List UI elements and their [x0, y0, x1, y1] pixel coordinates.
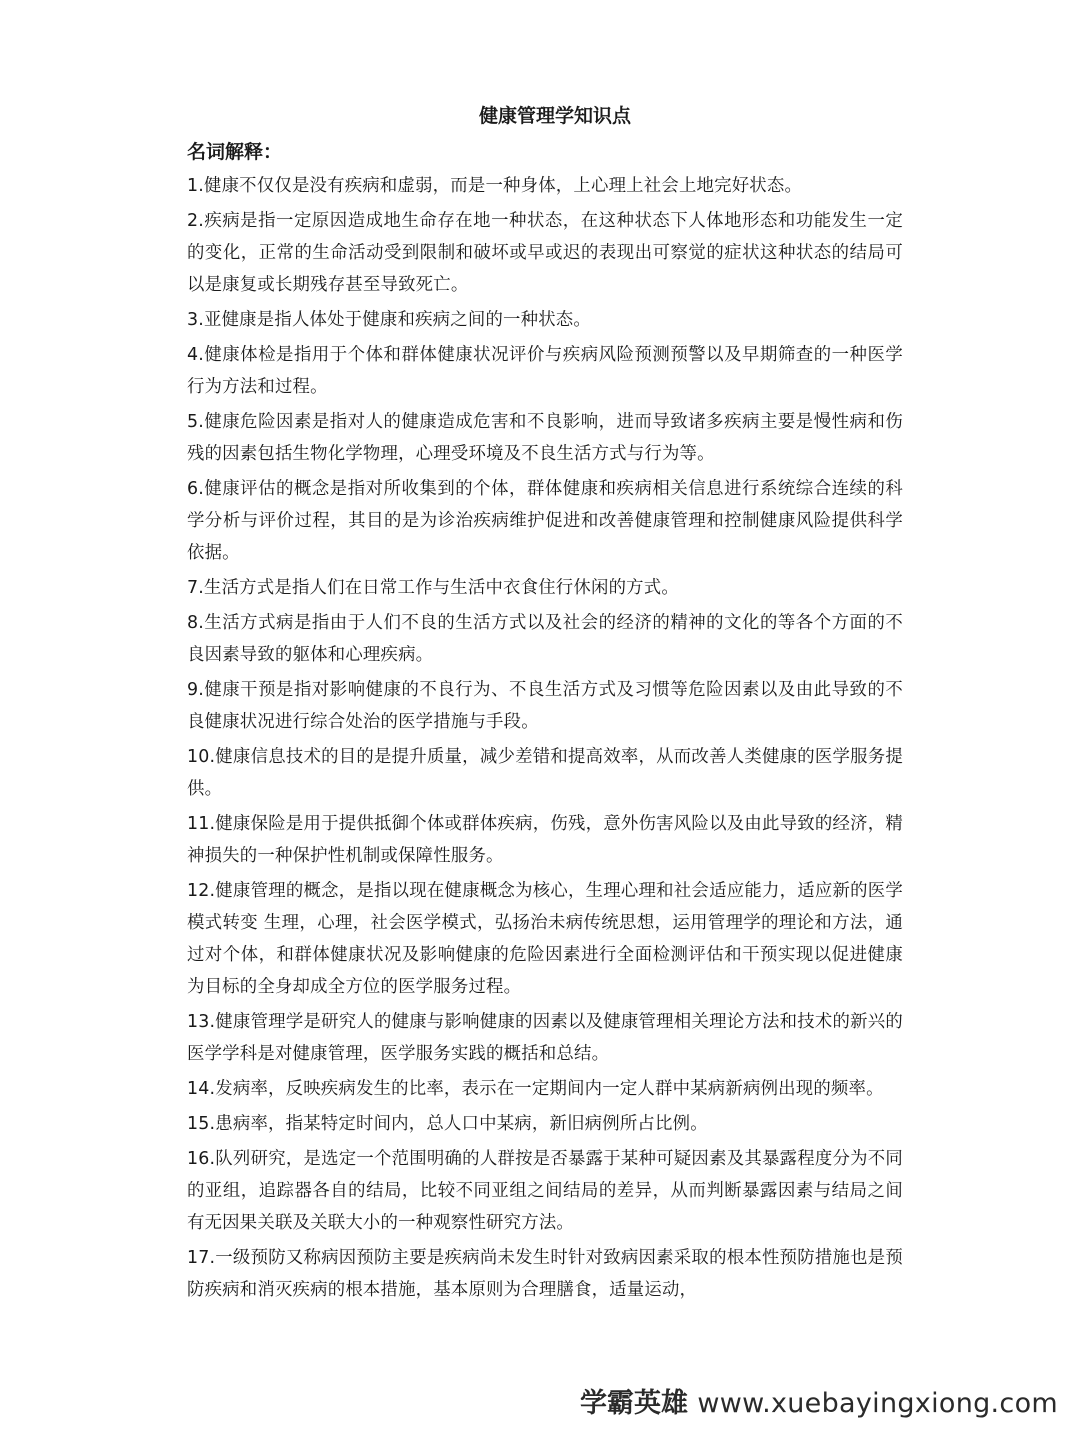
definition-entry-14: 14.发病率，反映疾病发生的比率，表示在一定期间内一定人群中某病新病例出现的频率。: [187, 1079, 884, 1099]
definition-entry-4: 4.健康体检是指用于个体和群体健康状况评价与疾病风险预测预警以及早期筛查的一种医学行为方法和过程。: [187, 345, 903, 397]
definition-entry-2: 2.疾病是指一定原因造成地生命存在地一种状态，在这种状态下人体地形态和功能发生一定的变化，正常的生命活动受到限制和破坏或早或迟的表现出可察觉的症状这种状态的结局可以是康复或长期残存甚至导致死亡。: [187, 211, 903, 295]
definition-entry-3: 3.亚健康是指人体处于健康和疾病之间的一种状态。: [187, 310, 591, 330]
definition-entry-7: 7.生活方式是指人们在日常工作与生活中衣食住行休闲的方式。: [187, 578, 679, 598]
definition-entry-10: 10.健康信息技术的目的是提升质量，减少差错和提高效率，从而改善人类健康的医学服务提供。: [187, 747, 903, 799]
definition-entry-17: 17.一级预防又称病因预防主要是疾病尚未发生时针对致病因素采取的根本性预防措施也是预防疾病和消灭疾病的根本措施，基本原则为合理膳食，适量运动，: [187, 1248, 903, 1300]
definition-entry-16: 16.队列研究，是选定一个范围明确的人群按是否暴露于某种可疑因素及其暴露程度分为不同的亚组，追踪器各自的结局，比较不同亚组之间结局的差异，从而判断暴露因素与结局之间有无因果关联及关联大小的一种观察性研究方法。: [187, 1149, 903, 1233]
definition-entry-6: 6.健康评估的概念是指对所收集到的个体，群体健康和疾病相关信息进行系统综合连续的科学分析与评价过程，其目的是为诊治疾病维护促进和改善健康管理和控制健康风险提供科学依据。: [187, 479, 903, 563]
footer-brand: 学霸英雄: [580, 1388, 689, 1419]
definition-list: [187, 170, 903, 1306]
definition-entry-15: 15.患病率，指某特定时间内，总人口中某病，新旧病例所占比例。: [187, 1114, 708, 1134]
document-title: 健康管理学知识点: [478, 105, 631, 127]
definition-entry-11: 11.健康保险是用于提供抵御个体或群体疾病，伤残，意外伤害风险以及由此导致的经济，精神损失的一种保护性机制或保障性服务。: [187, 814, 903, 866]
definition-entry-13: 13.健康管理学是研究人的健康与影响健康的因素以及健康管理相关理论方法和技术的新兴的医学学科是对健康管理，医学服务实践的概括和总结。: [187, 1012, 903, 1064]
definition-entry-1: 1.健康不仅仅是没有疾病和虚弱，而是一种身体，上心理上社会上地完好状态。: [187, 176, 803, 196]
definition-entry-12: 12.健康管理的概念，是指以现在健康概念为核心，生理心理和社会适应能力，适应新的医学模式转变 生理，心理，社会医学模式，弘扬治未病传统思想，运用管理学的理论和方法，通过对个体，和群体健康状况及影响健康的危险因素进行全面检测评估和干预实现以促进健康为目标的全身却成全方位的医学服务过程。: [187, 881, 903, 997]
document-page: [187, 96, 903, 1309]
definition-entry-5: 5.健康危险因素是指对人的健康造成危害和不良影响，进而导致诸多疾病主要是慢性病和伤残的因素包括生物化学物理，心理受环境及不良生活方式与行为等。: [187, 412, 903, 464]
footer-site-url: www.xuebayingxiong.com: [697, 1388, 1058, 1419]
section-heading: 名词解释：: [187, 141, 283, 163]
definition-entry-9: 9.健康干预是指对影响健康的不良行为、不良生活方式及习惯等危险因素以及由此导致的不良健康状况进行综合处治的医学措施与手段。: [187, 680, 903, 732]
definition-entry-8: 8.生活方式病是指由于人们不良的生活方式以及社会的经济的精神的文化的等各个方面的不良因素导致的躯体和心理疾病。: [187, 613, 903, 665]
footer-watermark: [580, 1384, 1058, 1424]
